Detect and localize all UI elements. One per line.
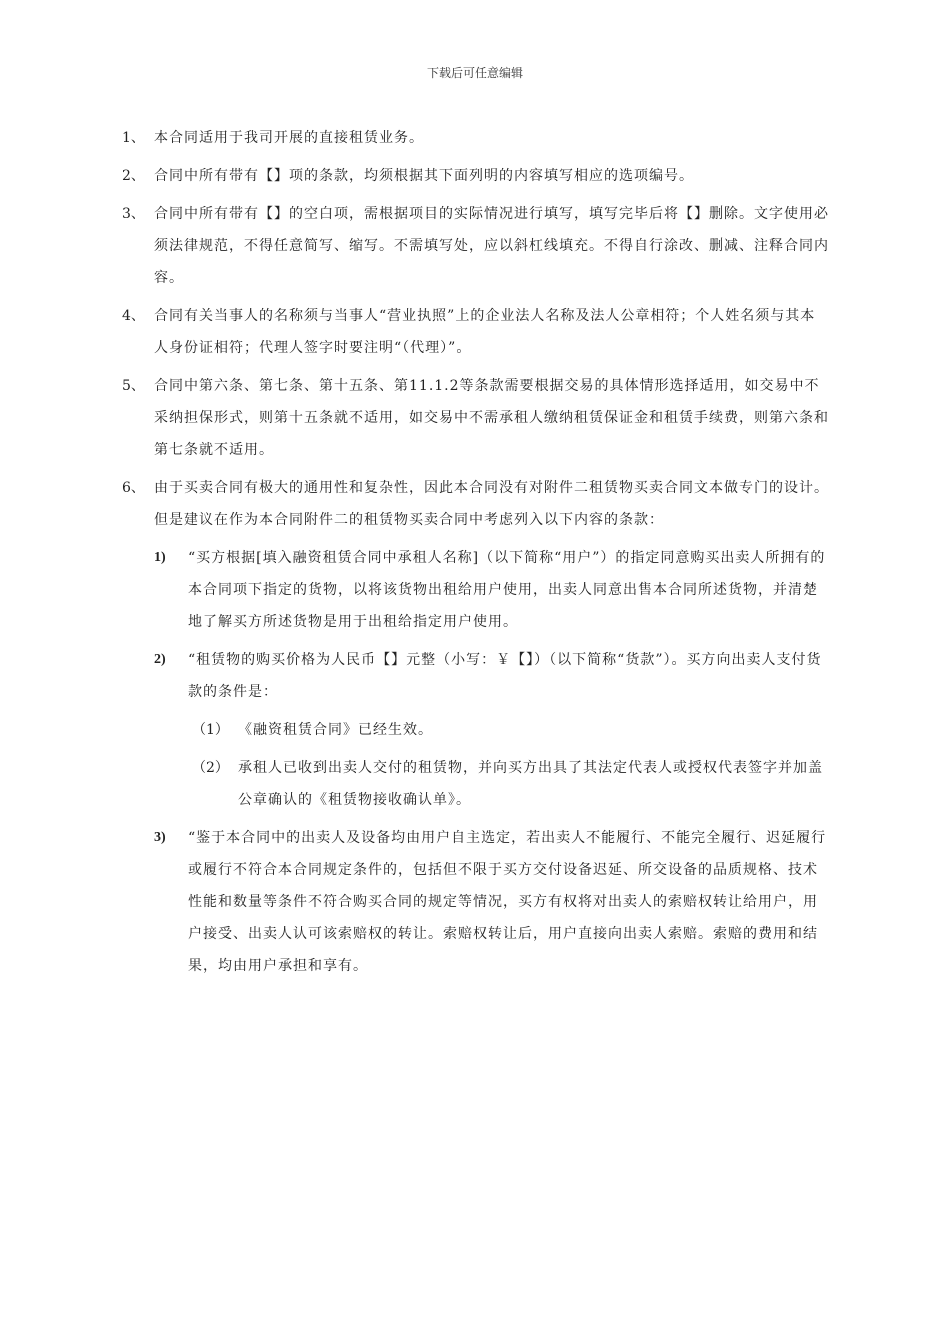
sub-item xyxy=(122,644,830,708)
item-number: 5、 xyxy=(122,378,145,394)
item-text: 合同中所有带有【】项的条款，均须根据其下面列明的内容填写相应的选项编号。 xyxy=(154,168,694,184)
item-text: 合同中第六条、第七条、第十五条、第11.1.2等条款需要根据交易的具体情形选择适用，如交易中不采纳担保形式，则第十五条就不适用，如交易中不需承租人缴纳租赁保证金和租赁手续费，则第六条和第七条就不适用。 xyxy=(154,378,829,458)
condition-text: 《融资租赁合同》已经生效。 xyxy=(238,722,433,738)
sub-item-number: 1) xyxy=(154,550,166,565)
condition-item xyxy=(122,752,830,816)
sub-item-text: “买方根据[填入融资租赁合同中承租人名称]（以下简称“用户”）的指定同意购买出卖人所拥有的本合同项下指定的货物，以将该货物出租给用户使用，出卖人同意出售本合同所述货物，并清楚地了解买方所述货物是用于出租给指定用户使用。 xyxy=(188,550,826,630)
item-number: 4、 xyxy=(122,308,145,324)
sub-item-number: 3) xyxy=(154,830,166,845)
sub-item-text: “租赁物的购买价格为人民币【】元整（小写：￥【】）（以下简称“货款”）。买方向出卖人支付货款的条件是： xyxy=(188,652,822,700)
item-text: 合同中所有带有【】的空白项，需根据项目的实际情况进行填写，填写完毕后将【】删除。文字使用必须法律规范，不得任意简写、缩写。不需填写处，应以斜杠线填充。不得自行涂改、删减、注释合同内容。 xyxy=(154,206,829,286)
condition-text: 承租人已收到出卖人交付的租赁物，并向买方出具了其法定代表人或授权代表签字并加盖公章确认的《租赁物接收确认单》。 xyxy=(238,760,823,808)
item-text: 合同有关当事人的名称须与当事人“营业执照”上的企业法人名称及法人公章相符；个人姓名须与其本人身份证相符；代理人签字时要注明“（代理）”。 xyxy=(154,308,816,356)
document-body xyxy=(122,122,830,988)
item-text: 本合同适用于我司开展的直接租赁业务。 xyxy=(154,130,424,146)
list-item xyxy=(122,472,830,536)
list-item xyxy=(122,300,830,364)
sub-item xyxy=(122,542,830,638)
list-item xyxy=(122,370,830,466)
item-number: 1、 xyxy=(122,130,145,146)
sub-item-text: “鉴于本合同中的出卖人及设备均由用户自主选定，若出卖人不能履行、不能完全履行、迟延履行或履行不符合本合同规定条件的，包括但不限于买方交付设备迟延、所交设备的品质规格、技术性能和数量等条件不符合购买合同的规定等情况，买方有权将对出卖人的索赔权转让给用户，用户接受、出卖人认可该索赔权的转让。索赔权转让后，用户直接向出卖人索赔。索赔的费用和结果，均由用户承担和享有。 xyxy=(188,830,827,974)
condition-number: （1） xyxy=(192,722,229,738)
page-header: 下载后可任意编辑 xyxy=(426,66,523,80)
condition-item xyxy=(122,714,830,746)
list-item xyxy=(122,160,830,192)
item-text: 由于买卖合同有极大的通用性和复杂性，因此本合同没有对附件二租赁物买卖合同文本做专门的设计。但是建议在作为本合同附件二的租赁物买卖合同中考虑列入以下内容的条款： xyxy=(154,480,829,528)
item-number: 2、 xyxy=(122,168,145,184)
item-number: 6、 xyxy=(122,480,145,496)
condition-number: （2） xyxy=(192,760,229,776)
item-number: 3、 xyxy=(122,206,145,222)
list-item xyxy=(122,198,830,294)
sub-item-number: 2) xyxy=(154,652,166,667)
sub-item xyxy=(122,822,830,982)
list-item xyxy=(122,122,830,154)
